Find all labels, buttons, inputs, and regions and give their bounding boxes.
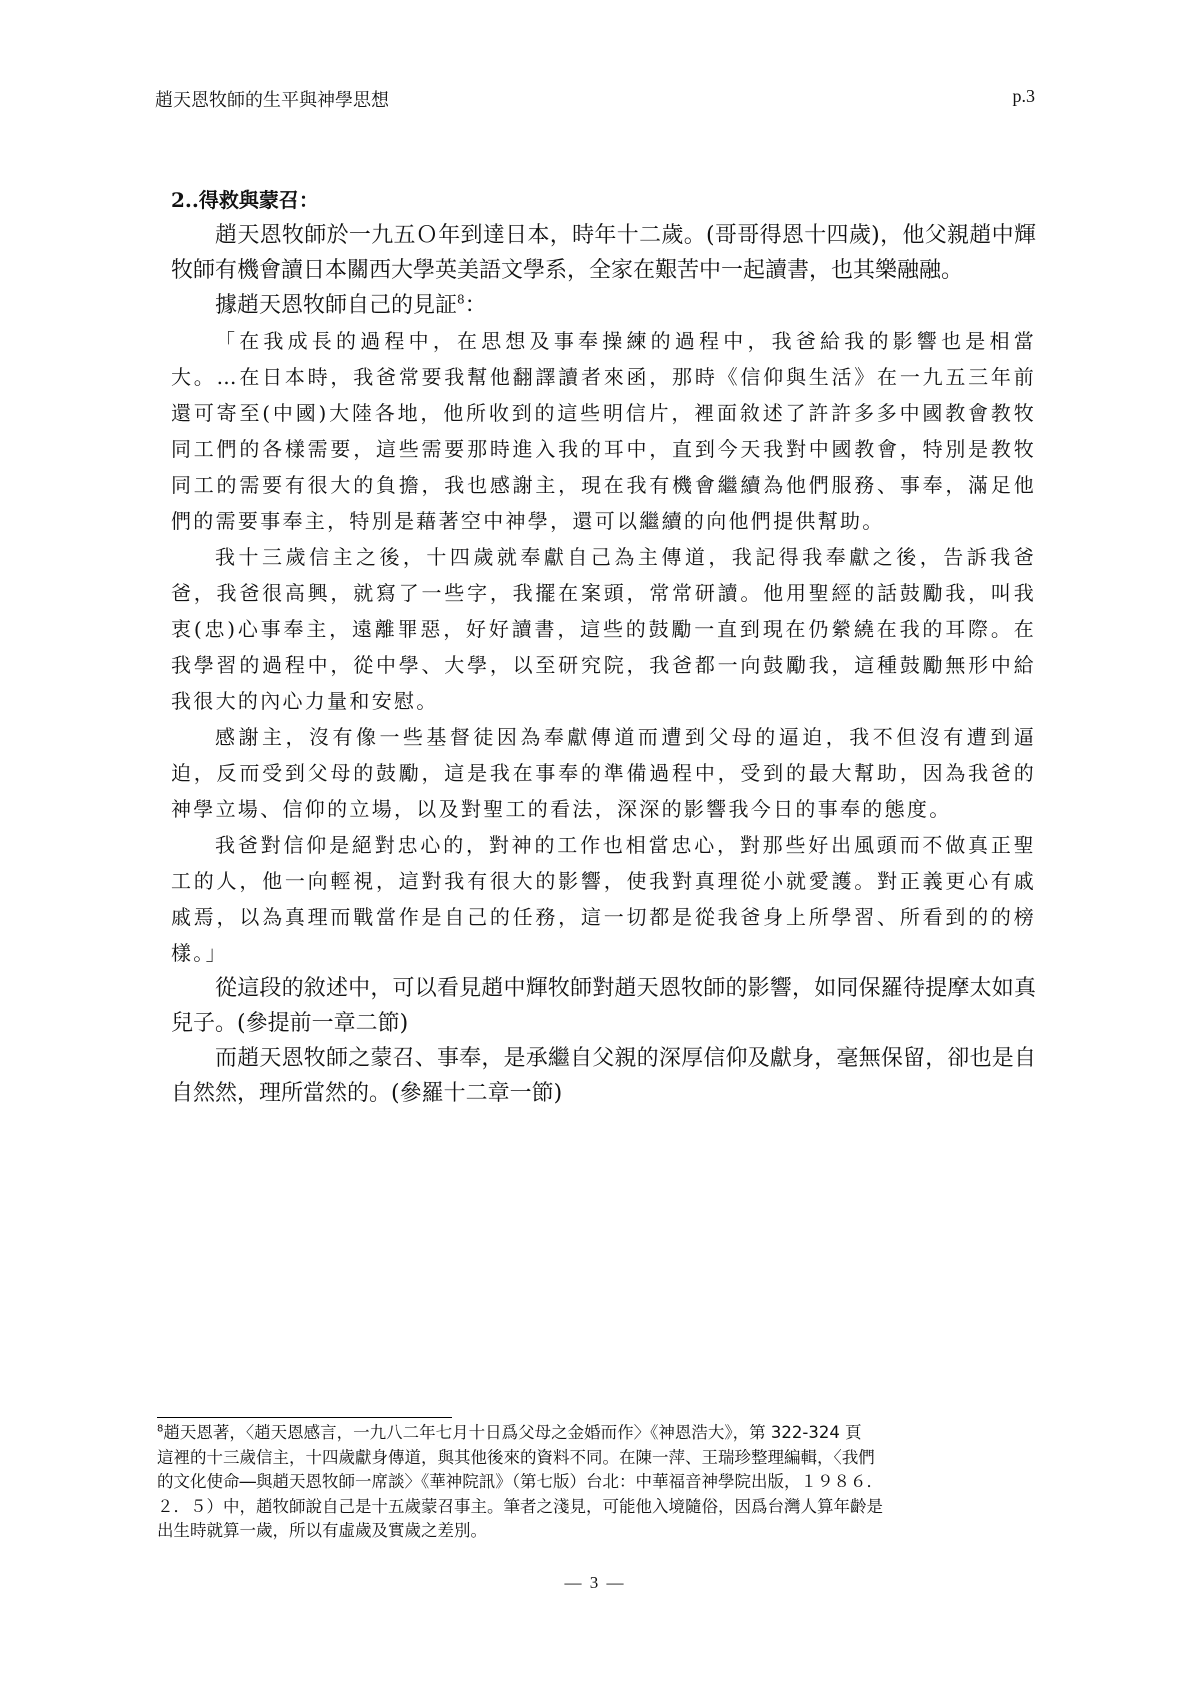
paragraph-3: 從這段的敘述中，可以看見趙中輝牧師對趙天恩牧師的影響，如同保羅待提摩太如真兒子。(參提前一章二節) [171,976,1036,1036]
page-header [155,86,1035,114]
quote-paragraph-4: 我爸對信仰是絕對忠心的，對神的工作也相當忠心，對那些好出風頭而不做真正聖工的人，他一向輕視，這對我有很大的影響，使我對真理從小就愛護。對正義更心有戚戚焉，以為真理而戰當作是自己的任務，這一切都是從我爸身上所學習、所看到的的榜樣。」 [171,833,1036,965]
footnote-number: 8 [157,1423,164,1435]
paragraph-2 [171,288,1036,323]
quote-paragraph-3: 感謝主，沒有像一些基督徒因為奉獻傳道而遭到父母的逼迫，我不但沒有遭到逼迫，反而受到父母的鼓勵，這是我在事奉的準備過程中，受到的最大幫助，因為我爸的神學立場、信仰的立場，以及對聖工的看法，深深的影響我今日的事奉的態度。 [171,725,1036,821]
paragraph-1: 趙天恩牧師於一九五Ｏ年到達日本，時年十二歲。(哥哥得恩十四歲)，他父親趙中輝牧師有機會讀日本關西大學英美語文學系，全家在艱苦中一起讀書，也其樂融融。 [171,223,1036,283]
footnote-line: $^8$趙天恩著，〈趙天恩感言，一九八二年七月十日爲父母之金婚而作〉《神恩浩大》，第 322-324 頁 [157,1423,862,1442]
footnote-line: 的文化使命―與趙天恩牧師一席談〉《華神院訊》（第七版）台北：中華福音神學院出版，１９８６． [157,1472,883,1491]
quote-paragraph-1: 「在我成長的過程中，在思想及事奉操練的過程中，我爸給我的影響也是相當大。…在日本時，我爸常要我幫他翻譯讀者來函，那時《信仰與生活》在一九五三年前還可寄至(中國)大陸各地，他所收到的這些明信片，裡面敘述了許許多多中國教會教牧同工們的各樣需要，這些需要那時進入我的耳中，直到今天我對中國教會，特別是教牧同工的需要有很大的負擔，我也感謝主，現在我有機會繼續為他們服務、事奉，滿足他們的需要事奉主，特別是藉著空中神學，還可以繼續的向他們提供幫助。 [171,329,1036,533]
footnote-line: 出生時就算一歲，所以有虛歲及實歲之差別。 [157,1521,487,1540]
paragraph-4: 而趙天恩牧師之蒙召、事奉，是承繼自父親的深厚信仰及獻身，毫無保留，卻也是自自然然，理所當然的。(參羅十二章一節) [171,1046,1036,1106]
main-text [171,182,1036,1111]
quote-paragraph-2: 我十三歲信主之後，十四歲就奉獻自己為主傳道，我記得我奉獻之後，告訴我爸爸，我爸很高興，就寫了一些字，我擺在案頭，常常研讀。他用聖經的話鼓勵我，叫我衷(忠)心事奉主，遠離罪惡，好好讀書，這些的鼓勵一直到現在仍縈繞在我的耳際。在我學習的過程中，從中學、大學，以至研究院，我爸都一向鼓勵我，這種鼓勵無形中給我很大的內心力量和安慰。 [171,545,1036,713]
section-heading: 2..得救與蒙召： [171,188,319,212]
footnote [157,1421,1037,1544]
header-page-number: p.3 [1012,86,1035,106]
footnote-ref[interactable]: 8 [457,292,465,307]
paragraph-2-colon: ： [464,293,487,318]
footnote-divider [157,1417,452,1418]
footnote-line: ２．５）中，趙牧師說自己是十五歲蒙召事主。筆者之淺見，可能他入境隨俗，因爲台灣人算年齡是 [157,1496,883,1516]
running-title: 趙天恩牧師的生平與神學思想 [155,90,389,111]
footnote-line: 這裡的十三歲信主，十四歲獻身傳道，與其他後來的資料不同。在陳一萍、王瑞珍整理編輯，〈我們 [157,1447,875,1467]
page-footer-number: — 3 — [564,1573,626,1592]
paragraph-2-text: 據趙天恩牧師自己的見証 [215,293,458,318]
